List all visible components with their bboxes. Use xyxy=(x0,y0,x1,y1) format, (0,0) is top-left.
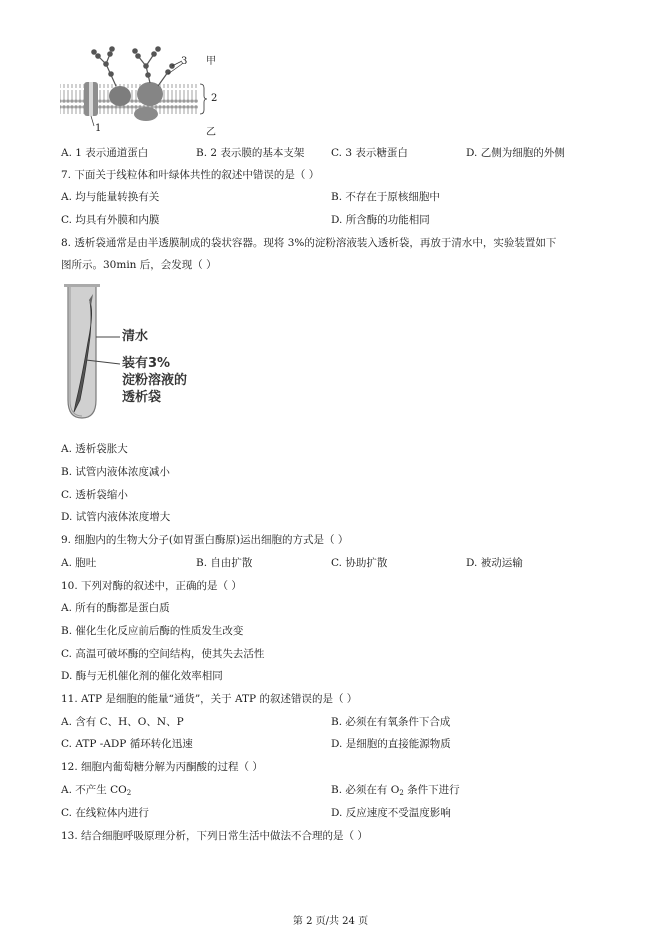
q12-option-b-subscript: 2 xyxy=(399,789,404,797)
q12-option-a xyxy=(61,783,131,797)
q7-option-c: C. 均具有外膜和内膜 xyxy=(61,214,160,226)
q8-option-b: B. 试管内液体浓度减小 xyxy=(61,466,170,478)
test-tube-figure xyxy=(60,282,220,422)
q9-option-b: B. 自由扩散 xyxy=(196,557,253,569)
q11-option-b: B. 必须在有氧条件下合成 xyxy=(331,716,451,728)
q12-option-d: D. 反应速度不受温度影响 xyxy=(331,807,451,819)
label-3: 3 xyxy=(181,56,188,67)
q11-option-d: D. 是细胞的直接能源物质 xyxy=(331,738,451,750)
q6-option-a: A. 1 表示通道蛋白 xyxy=(61,147,149,159)
q12-stem: 12. 细胞内葡萄糖分解为丙酮酸的过程（ ） xyxy=(61,761,263,773)
label-bag-line1: 装有3% xyxy=(122,356,171,371)
q9-option-d: D. 被动运输 xyxy=(466,557,523,569)
label-side-bottom: 乙 xyxy=(206,127,216,138)
q13-stem: 13. 结合细胞呼吸原理分析，下列日常生活中做法不合理的是（ ） xyxy=(61,830,368,842)
label-bag-line2: 淀粉溶液的 xyxy=(122,373,188,388)
q10-option-b: B. 催化生化反应前后酶的性质发生改变 xyxy=(61,625,244,637)
membrane-figure xyxy=(58,44,228,140)
q6-option-b: B. 2 表示膜的基本支架 xyxy=(196,147,305,159)
label-2: 2 xyxy=(211,93,218,104)
q10-stem: 10. 下列对酶的叙述中，正确的是（ ） xyxy=(61,580,242,592)
glycoprotein-left xyxy=(109,86,131,106)
q8-stem-line1: 8. 透析袋通常是由半透膜制成的袋状容器。现将 3%的淀粉溶液装入透析袋，再放于清水中，实验装置如下 xyxy=(61,237,557,249)
q12-option-a-subscript: 2 xyxy=(126,789,132,797)
q12-option-b xyxy=(331,783,460,797)
q11-option-c: C. ATP -ADP 循环转化迅速 xyxy=(61,738,193,750)
test-tube xyxy=(68,286,96,418)
q12-option-a-text: A. 不产生 CO xyxy=(61,784,127,796)
q6-option-c: C. 3 表示糖蛋白 xyxy=(331,147,408,159)
q9-option-a: A. 胞吐 xyxy=(61,557,97,569)
page-footer: 第 2 页/共 24 页 xyxy=(292,916,369,927)
q7-option-d: D. 所含酶的功能相同 xyxy=(331,214,430,226)
q8-option-a: A. 透析袋胀大 xyxy=(61,443,128,455)
glycoprotein-right xyxy=(137,82,163,106)
q11-stem: 11. ATP 是细胞的能量“通货”，关于 ATP 的叙述错误的是（ ） xyxy=(61,693,358,705)
q12-option-b-text: B. 必须在有 O xyxy=(331,784,400,796)
q7-stem: 7. 下面关于线粒体和叶绿体共性的叙述中错误的是（ ） xyxy=(61,169,320,181)
label-clear-water: 清水 xyxy=(122,329,149,344)
q12-option-c: C. 在线粒体内进行 xyxy=(61,807,149,819)
label-side-top: 甲 xyxy=(206,56,216,67)
label-bag-line3: 透析袋 xyxy=(122,390,162,405)
q7-option-a: A. 均与能量转换有关 xyxy=(61,191,160,203)
q10-option-d: D. 酶与无机催化剂的催化效率相同 xyxy=(61,670,223,682)
q9-stem: 9. 细胞内的生物大分子(如胃蛋白酶原)运出细胞的方式是（ ） xyxy=(61,534,349,546)
q8-option-d: D. 试管内液体浓度增大 xyxy=(61,511,171,523)
q6-option-d: D. 乙侧为细胞的外侧 xyxy=(466,147,565,159)
q8-stem-line2: 图所示。30min 后，会发现（ ） xyxy=(61,259,217,271)
q11-option-a: A. 含有 C、H、O、N、P xyxy=(61,716,184,728)
q7-option-b: B. 不存在于原核细胞中 xyxy=(331,191,440,203)
q9-option-c: C. 协助扩散 xyxy=(331,557,388,569)
q12-option-b-suffix: 条件下进行 xyxy=(403,784,460,796)
q8-option-c: C. 透析袋缩小 xyxy=(61,489,128,501)
peripheral-protein xyxy=(134,107,158,121)
label-1: 1 xyxy=(95,123,102,134)
q10-option-c: C. 高温可破坏酶的空间结构，使其失去活性 xyxy=(61,648,265,660)
q10-option-a: A. 所有的酶都是蛋白质 xyxy=(61,602,170,614)
